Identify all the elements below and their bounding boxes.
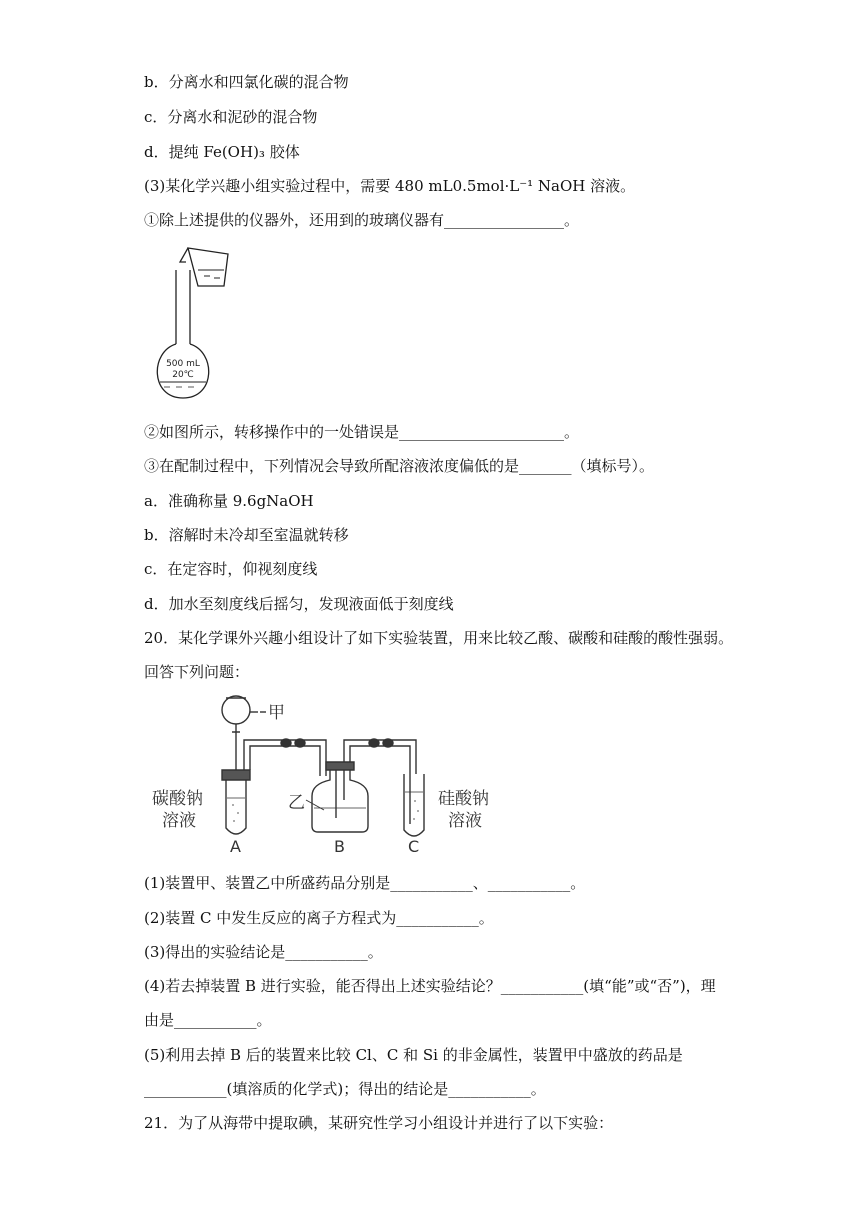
question-3-part-3: ③在配制过程中，下列情况会导致所配溶液浓度偏低的是_______（填标号）。 xyxy=(144,457,655,475)
question-3-part-1: ①除上述提供的仪器外，还用到的玻璃仪器有________________。 xyxy=(144,211,580,229)
right-reagent-line1: 硅酸钠 xyxy=(438,789,489,809)
volumetric-flask-figure xyxy=(140,240,240,400)
tube-label-c: C xyxy=(408,837,420,856)
question-3-part-2: ②如图所示，转移操作中的一处错误是______________________。 xyxy=(144,423,580,441)
option-a-weigh: a．准确称量 9.6gNaOH xyxy=(144,492,314,510)
left-reagent-line2: 溶液 xyxy=(162,811,196,831)
option-d-purify-colloid: d．提纯 Fe(OH)₃ 胶体 xyxy=(144,143,300,161)
option-c-look-up: c．在定容时，仰视刻度线 xyxy=(144,560,318,578)
question-20-part-3: (3)得出的实验结论是___________。 xyxy=(144,943,383,961)
right-reagent-line2: 溶液 xyxy=(448,811,482,831)
question-20-part-2: (2)装置 C 中发生反应的离子方程式为___________。 xyxy=(144,909,494,927)
left-reagent-line1: 碳酸钠 xyxy=(152,789,203,809)
option-b-not-cooled: b．溶解时未冷却至室温就转移 xyxy=(144,526,349,544)
question-20-part-4: (4)若去掉装置 B 进行实验，能否得出上述实验结论？___________(填“能”或“否”)，理 xyxy=(144,977,716,995)
funnel-label-jia: 甲 xyxy=(268,703,285,723)
question-20-part-5: (5)利用去掉 B 后的装置来比较 Cl、C 和 Si 的非金属性，装置甲中盛放的药品是 xyxy=(144,1046,683,1064)
tube-label-b: B xyxy=(334,837,345,856)
flask-temp-label: 20℃ xyxy=(172,370,194,380)
question-21-title: 21．为了从海带中提取碘，某研究性学习小组设计并进行了以下实验： xyxy=(144,1114,614,1132)
question-20-prompt: 回答下列问题： xyxy=(144,663,250,681)
option-d-shake: d．加水至刻度线后摇匀，发现液面低于刻度线 xyxy=(144,595,454,613)
acid-strength-apparatus-figure xyxy=(148,688,508,858)
question-20-title: 20．某化学课外兴趣小组设计了如下实验装置，用来比较乙酸、碳酸和硅酸的酸性强弱。 xyxy=(144,629,734,647)
tube-label-a: A xyxy=(230,837,241,856)
flask-volume-label: 500 mL xyxy=(166,359,200,369)
option-c-separate-sand: c．分离水和泥砂的混合物 xyxy=(144,108,318,126)
question-20-part-1: (1)装置甲、装置乙中所盛药品分别是___________、___________。 xyxy=(144,874,586,892)
bottle-label-yi: 乙 xyxy=(288,793,305,813)
question-20-part-5-cont: ___________(填溶质的化学式)；得出的结论是___________。 xyxy=(144,1080,546,1098)
question-3-intro: (3)某化学兴趣小组实验过程中，需要 480 mL0.5mol·L⁻¹ NaOH 溶液。 xyxy=(144,177,636,195)
option-b-separate-ccl4: b．分离水和四氯化碳的混合物 xyxy=(144,73,349,91)
question-20-part-4-cont: 由是___________。 xyxy=(144,1011,272,1029)
